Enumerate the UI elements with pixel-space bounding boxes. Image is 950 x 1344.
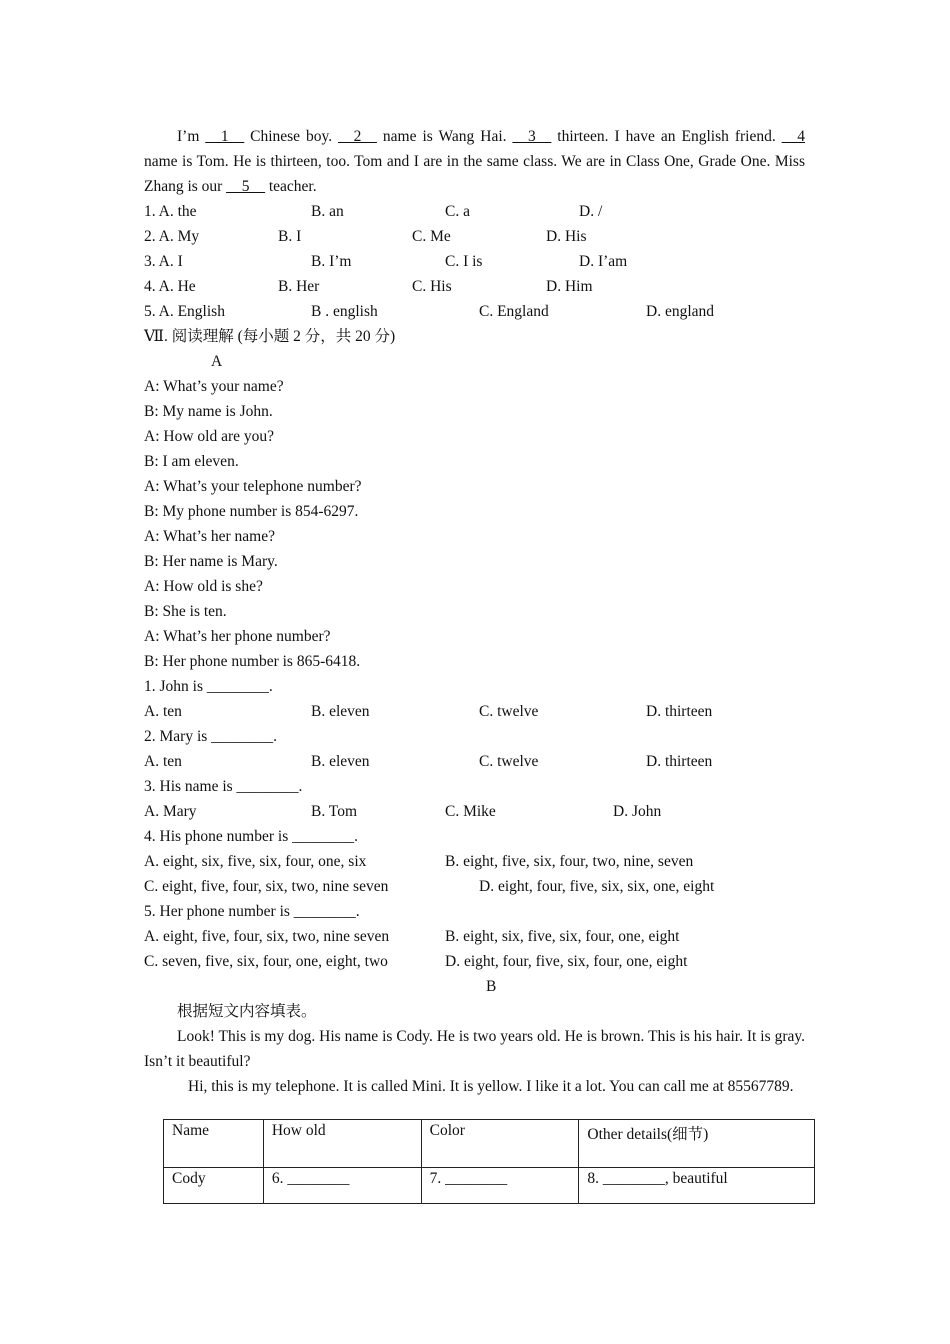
option-b: B. eight, five, six, four, two, nine, seven [445, 853, 694, 870]
dialogue-line: A: How old are you? [144, 428, 274, 445]
reading-question-stem: 3. His name is ________. [144, 778, 303, 795]
option-c: C. twelve [479, 753, 539, 770]
dialogue-line: A: What’s her name? [144, 528, 275, 545]
table-header-cell: How old [263, 1120, 421, 1168]
option-c: C. seven, five, six, four, one, eight, two [144, 953, 388, 970]
table-header-cell: Color [421, 1120, 579, 1168]
fill-in-table [163, 1119, 815, 1204]
table-header-cell: Other details(细节) [579, 1120, 815, 1168]
option-a: A. Mary [144, 803, 197, 820]
cloze-question-1 [144, 199, 805, 224]
option-d: D. eight, four, five, six, four, one, eight [445, 953, 688, 970]
table-cell: 7. ________ [421, 1168, 579, 1204]
option-c: C. I is [445, 253, 483, 270]
dialogue-line: B: She is ten. [144, 603, 227, 620]
part-b-paragraph: Look! This is my dog. His name is Cody. He is two years old. He is brown. This is his hair. It is gray. Isn’t it beautiful? [144, 1028, 805, 1070]
option-b: B. eleven [311, 703, 370, 720]
option-a: 3. A. I [144, 253, 183, 270]
option-b: B. an [311, 203, 344, 220]
dialogue-line: B: My phone number is 854-6297. [144, 503, 359, 520]
option-b: B. eleven [311, 753, 370, 770]
dialogue-line: B: Her name is Mary. [144, 553, 278, 570]
option-c: C. His [412, 278, 452, 295]
section-title: Ⅶ. 阅读理解 (每小题 2 分，共 20 分) [144, 328, 396, 345]
reading-question-options [144, 874, 805, 899]
table-header-row [164, 1120, 815, 1168]
option-b: B. I’m [311, 253, 352, 270]
reading-question-stem: 4. His phone number is ________. [144, 828, 358, 845]
passage-text: name is Tom. He is thirteen, too. Tom and I are in the same class. We are in Class One, Grade One. Miss Zhang is our [144, 153, 805, 195]
reading-question-stem: 5. Her phone number is ________. [144, 903, 360, 920]
option-a: 1. A. the [144, 203, 197, 220]
option-a: 2. A. My [144, 228, 200, 245]
option-d: D. thirteen [646, 703, 713, 720]
option-d: D. I’am [579, 253, 628, 270]
passage-text: teacher. [264, 178, 317, 195]
option-b: B. Her [278, 278, 320, 295]
option-c: C. twelve [479, 703, 539, 720]
blank-1: __1__ [205, 128, 245, 145]
blank-3: __3__ [512, 128, 552, 145]
reading-question-stem: 2. Mary is ________. [144, 728, 278, 745]
dialogue-line: A: What’s your telephone number? [144, 478, 362, 495]
option-c: C. Me [412, 228, 451, 245]
option-a: A. eight, five, four, six, two, nine seven [144, 928, 390, 945]
part-b-label: B [486, 978, 497, 995]
option-c: C. eight, five, four, six, two, nine seven [144, 878, 389, 895]
blank-2: __2__ [338, 128, 377, 145]
option-c: C. a [445, 203, 470, 220]
part-a-label: A [211, 353, 223, 370]
option-a: 4. A. He [144, 278, 196, 295]
option-b: B. I [278, 228, 302, 245]
option-d: D. His [546, 228, 587, 245]
passage-text: thirteen. I have an English friend. [551, 128, 782, 145]
option-b: B. eight, six, five, six, four, one, eight [445, 928, 680, 945]
dialogue-line: B: I am eleven. [144, 453, 239, 470]
table-cell: Cody [164, 1168, 264, 1204]
cloze-question-3 [144, 249, 805, 274]
passage-text: Chinese boy. [244, 128, 339, 145]
cloze-question-4 [144, 274, 805, 299]
option-d: D. Him [546, 278, 593, 295]
table-cell: 8. ________, beautiful [579, 1168, 815, 1204]
cloze-passage [144, 124, 805, 199]
option-d: D. / [579, 203, 603, 220]
reading-question-options [144, 849, 805, 874]
reading-question-options [144, 749, 805, 774]
option-c: C. England [479, 303, 549, 320]
passage-text: name is Wang Hai. [376, 128, 513, 145]
option-a: A. ten [144, 703, 182, 720]
dialogue-line: B: Her phone number is 865-6418. [144, 653, 361, 670]
reading-question-options [144, 799, 805, 824]
exam-page [144, 124, 805, 1187]
option-a: A. ten [144, 753, 182, 770]
cloze-question-5 [144, 299, 805, 324]
dialogue-line: A: How old is she? [144, 578, 263, 595]
option-a: A. eight, six, five, six, four, one, six [144, 853, 367, 870]
option-b: B. Tom [311, 803, 358, 820]
part-b-paragraph: Hi, this is my telephone. It is called Mini. It is yellow. I like it a lot. You can call me at 85567789. [188, 1078, 794, 1095]
table-row [164, 1168, 815, 1204]
option-b: B . english [311, 303, 378, 320]
reading-question-options [144, 949, 805, 974]
reading-question-options [144, 699, 805, 724]
reading-question-options [144, 924, 805, 949]
dialogue-line: A: What’s your name? [144, 378, 284, 395]
option-c: C. Mike [445, 803, 496, 820]
table-cell: 6. ________ [263, 1168, 421, 1204]
table-header-cell: Name [164, 1120, 264, 1168]
reading-question-stem: 1. John is ________. [144, 678, 273, 695]
option-d: D. eight, four, five, six, six, one, eight [479, 878, 715, 895]
option-d: D. thirteen [646, 753, 713, 770]
blank-5: __5__ [226, 178, 265, 195]
part-b-instruction: 根据短文内容填表。 [177, 1003, 317, 1020]
blank-4: __4 [781, 128, 805, 145]
passage-text: I’m [177, 128, 206, 145]
option-d: D. england [646, 303, 715, 320]
dialogue-line: A: What’s her phone number? [144, 628, 331, 645]
option-d: D. John [613, 803, 662, 820]
option-a: 5. A. English [144, 303, 225, 320]
cloze-question-2 [144, 224, 805, 249]
dialogue-line: B: My name is John. [144, 403, 273, 420]
